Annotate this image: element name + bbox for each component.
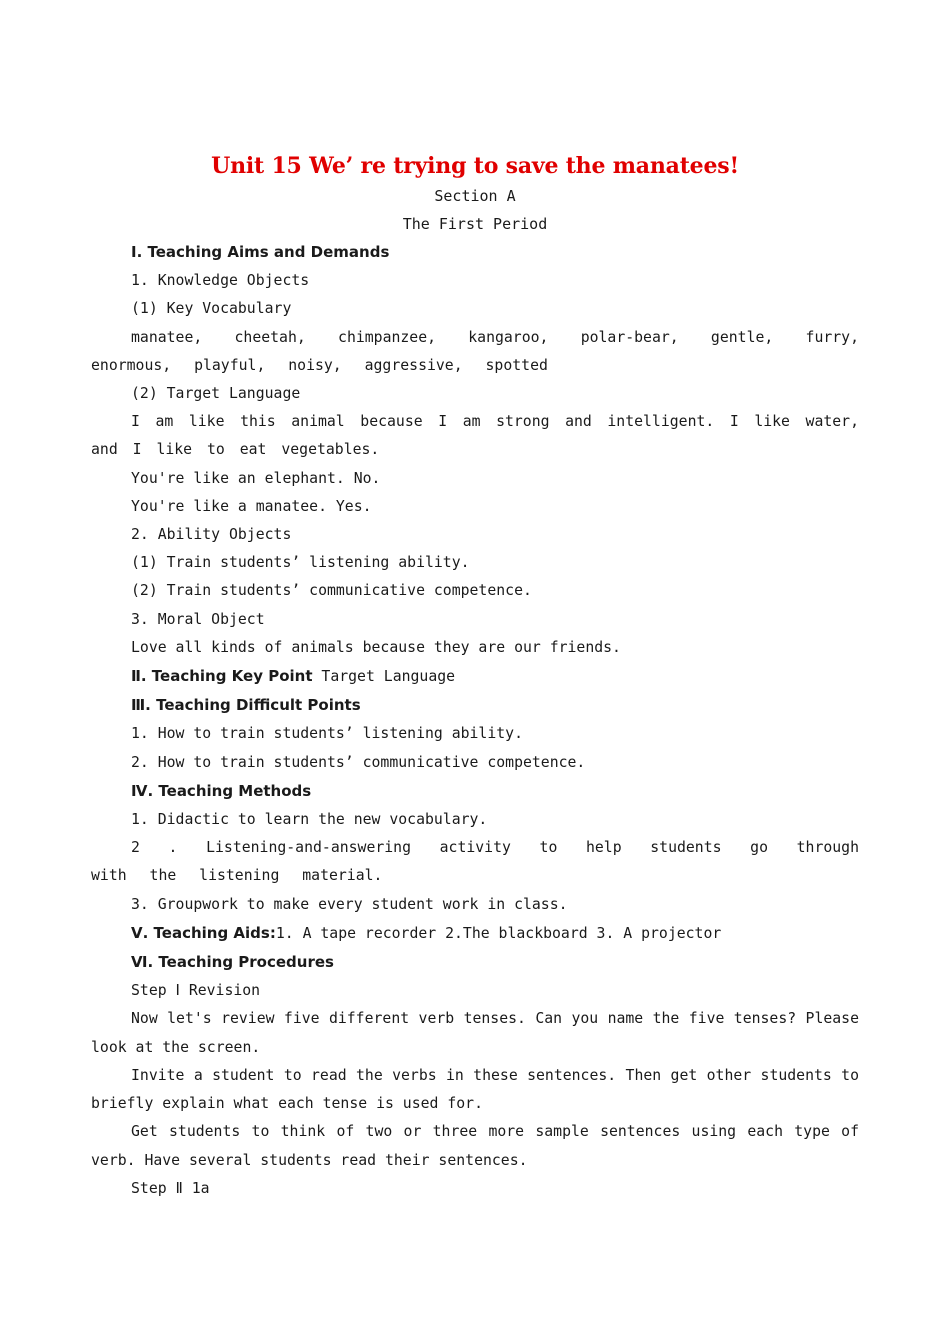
knowledge-objects: 1. Knowledge Objects bbox=[131, 272, 310, 290]
step-label: Step Ⅱ 1a bbox=[131, 1179, 210, 1197]
ability-objects: 2. Ability Objects bbox=[131, 526, 292, 544]
section-heading: Ⅵ. Teaching Procedures bbox=[131, 953, 334, 972]
teaching-aids-text: 1. A tape recorder 2.The blackboard 3. A projector bbox=[275, 924, 722, 942]
step-label: Step Ⅰ Revision bbox=[131, 982, 261, 1000]
moral-object: 3. Moral Object bbox=[131, 610, 265, 628]
ability-item: (2) Train students’ communicative competence. bbox=[131, 582, 532, 600]
list-item: 1. Didactic to learn the new vocabulary. bbox=[131, 811, 488, 829]
key-point-text: Target Language bbox=[312, 668, 456, 686]
key-point-line bbox=[91, 662, 859, 691]
list-item: 2 . Listening-and-answering activity to help students go through with the listening material. bbox=[91, 839, 859, 885]
key-vocabulary-label: (1) Key Vocabulary bbox=[131, 300, 292, 318]
section-heading: Ⅲ. Teaching Difficult Points bbox=[131, 696, 361, 715]
example-sentence: You're like a manatee. Yes. bbox=[131, 497, 372, 515]
document-body bbox=[91, 150, 859, 1203]
unit-title: Unit 15 We’ re trying to save the manatees! bbox=[211, 153, 739, 179]
teaching-aids-line bbox=[91, 919, 859, 948]
section-heading: Ⅳ. Teaching Methods bbox=[131, 781, 312, 800]
period-label: The First Period bbox=[402, 215, 548, 233]
moral-text: Love all kinds of animals because they are our friends. bbox=[131, 638, 621, 656]
example-sentence: You're like an elephant. No. bbox=[131, 469, 381, 487]
vocabulary-list: manatee, cheetah, chimpanzee, kangaroo, polar-bear, gentle, furry, enormous, playful, noisy, aggressive, spotted bbox=[91, 328, 859, 374]
ability-item: (1) Train students’ listening ability. bbox=[131, 554, 470, 572]
target-language-text: I am like this animal because I am strong and intelligent. I like water, and I like to eat vegetables. bbox=[91, 413, 859, 459]
section-heading: Ⅱ. Teaching Key Point bbox=[131, 667, 313, 686]
procedure-paragraph: Now let's review five different verb tenses. Can you name the five tenses? Please look at the screen. bbox=[91, 1010, 859, 1056]
list-item: 1. How to train students’ listening ability. bbox=[131, 725, 523, 743]
target-language-label: (2) Target Language bbox=[131, 385, 301, 403]
section-heading: Ⅴ. Teaching Aids: bbox=[131, 923, 276, 942]
list-item: 2. How to train students’ communicative competence. bbox=[131, 753, 586, 771]
procedure-paragraph: Invite a student to read the verbs in these sentences. Then get other students to briefly explain what each tense is used for. bbox=[91, 1066, 859, 1113]
section-heading: Ⅰ. Teaching Aims and Demands bbox=[131, 243, 390, 261]
procedure-paragraph: Get students to think of two or three more sample sentences using each type of verb. Have several students read their sentences. bbox=[91, 1123, 859, 1169]
section-label: Section A bbox=[434, 187, 516, 205]
list-item: 3. Groupwork to make every student work in class. bbox=[131, 895, 568, 913]
